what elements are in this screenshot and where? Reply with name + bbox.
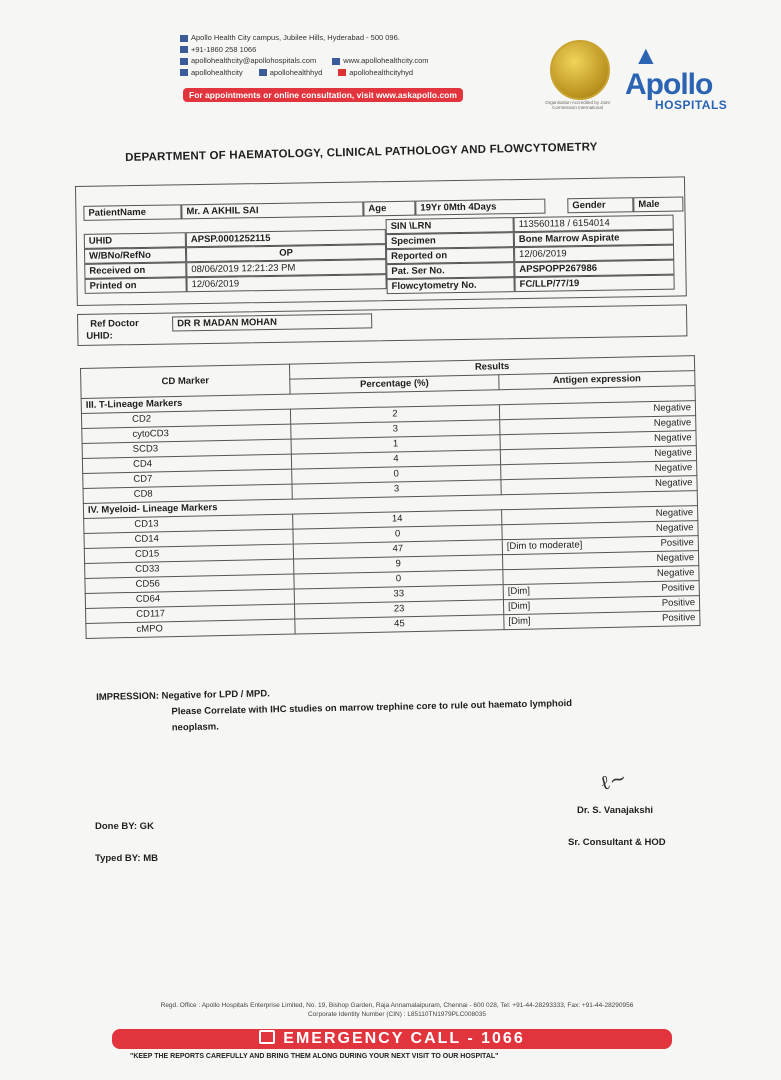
cd-table-grid — [80, 355, 701, 639]
uhid-footer-label: UHID: — [86, 330, 113, 342]
uhid-label: UHID — [84, 232, 186, 249]
twitter-text: apollohealthhyd — [269, 67, 323, 77]
antigen-expression: Negative — [653, 432, 692, 444]
cd-marker-name: CD33 — [85, 559, 294, 578]
antigen-expression: Positive — [661, 612, 696, 624]
cd-percentage: 4 — [291, 450, 500, 469]
cd-percentage: 3 — [291, 420, 500, 439]
cd-table-body — [81, 386, 700, 639]
impression — [96, 680, 573, 738]
keep-reports-notice: "KEEP THE REPORTS CAREFULLY AND BRING THEM ALONG DURING YOUR NEXT VISIT TO OUR HOSPITAL" — [130, 1053, 499, 1060]
logo-sub: HOSPITALS — [655, 98, 728, 112]
web-icon — [332, 58, 340, 65]
col-percentage: Percentage (%) — [290, 375, 499, 394]
sin-value: 113560118 / 6154014 — [514, 215, 674, 233]
facebook-icon — [180, 69, 188, 76]
antigen-expression: Negative — [654, 477, 693, 489]
cd-marker-name: CD56 — [85, 574, 294, 593]
patient-details — [75, 176, 687, 346]
cd-antigen-cell — [504, 611, 700, 630]
group-title: IV. Myeloid- Lineage Markers — [83, 491, 697, 519]
gender-label: Gender — [567, 197, 633, 213]
cd-percentage: 47 — [293, 540, 502, 559]
sin-label: SIN \LRN — [386, 217, 514, 234]
location-icon — [180, 35, 188, 42]
specimen-value: Bone Marrow Aspirate — [514, 230, 674, 248]
apollo-logo — [625, 40, 745, 115]
phone-icon — [259, 1030, 275, 1044]
cd-percentage: 0 — [294, 570, 503, 589]
youtube-text: apollohealthcityhyd — [349, 67, 414, 77]
patient-name: Mr. A AKHIL SAI — [181, 201, 363, 219]
signature-title: Sr. Consultant & HOD — [568, 837, 666, 848]
cd-marker-name: CD2 — [81, 409, 290, 428]
cd-percentage: 33 — [294, 585, 503, 604]
cd-percentage: 0 — [292, 465, 501, 484]
email-text: apollohealthcity@apollohospitals.com — [191, 56, 317, 65]
antigen-note: [Dim] — [507, 600, 531, 613]
cd-marker-name: SCD3 — [82, 439, 291, 458]
impression-line1: IMPRESSION: Negative for LPD / MPD. — [96, 688, 270, 703]
cd-marker-name: CD14 — [84, 529, 293, 548]
antigen-expression: Negative — [655, 507, 694, 519]
wbno-value: OP — [186, 244, 386, 262]
cd-percentage: 3 — [292, 480, 501, 499]
age-label: Age — [363, 201, 415, 217]
flow-value: FC/LLP/77/19 — [514, 275, 674, 293]
department-title: DEPARTMENT OF HAEMATOLOGY, CLINICAL PATHOLOGY AND FLOWCYTOMETRY — [125, 141, 598, 164]
antigen-expression: Negative — [653, 417, 692, 429]
emergency-call-banner — [112, 1029, 672, 1049]
patser-value: APSPOPP267986 — [514, 260, 674, 278]
seal-caption: Organisation Accredited by Joint Commission International — [545, 100, 610, 110]
impression-line3: neoplasm. — [171, 721, 219, 734]
antigen-expression: Negative — [654, 462, 693, 474]
cd-marker-table — [80, 355, 701, 639]
ref-doctor-box — [77, 304, 687, 346]
age-value: 19Yr 0Mth 4Days — [415, 199, 545, 216]
reported-value: 12/06/2019 — [514, 245, 674, 263]
cd-marker-name: CD7 — [83, 469, 292, 488]
antigen-expression: Negative — [656, 552, 695, 564]
phone-icon — [180, 46, 188, 53]
impression-line2: Please Correlate with IHC studies on marrow trephine core to rule out haemato lymphoid — [171, 698, 573, 718]
address-text: Apollo Health City campus, Jubilee Hills, Hyderabad - 500 096. — [191, 33, 400, 42]
signature-name: Dr. S. Vanajakshi — [577, 805, 654, 816]
gender-value: Male — [633, 196, 683, 212]
jci-seal-icon — [550, 40, 610, 100]
cd-marker-name: CD117 — [86, 604, 295, 623]
uhid-value: APSP.0001252115 — [186, 229, 386, 247]
cd-marker-name: cytoCD3 — [82, 424, 291, 443]
antigen-expression: Positive — [661, 597, 696, 609]
antigen-expression: Positive — [660, 537, 694, 549]
header-contact — [180, 32, 429, 78]
antigen-expression: Negative — [655, 522, 694, 534]
youtube-icon — [338, 69, 346, 76]
phone-text: +91-1860 258 1066 — [191, 44, 257, 54]
facebook-text: apollohealthcity — [191, 67, 243, 77]
received-value: 08/06/2019 12:21:23 PM — [186, 259, 386, 277]
col-cd-marker: CD Marker — [81, 364, 291, 398]
ref-doctor-label: Ref Doctor — [90, 318, 139, 330]
antigen-expression: Negative — [653, 402, 692, 414]
typed-by: Typed BY: MB — [95, 853, 158, 864]
received-label: Received on — [84, 262, 186, 279]
ref-doctor-value: DR R MADAN MOHAN — [172, 313, 372, 331]
cd-percentage: 14 — [293, 510, 502, 529]
signature-scribble-icon: ℓ~ — [597, 765, 629, 796]
flow-label: Flowcytometry No. — [387, 277, 515, 294]
antigen-expression: Negative — [656, 567, 695, 579]
twitter-icon — [259, 69, 267, 76]
cd-marker-name: CD13 — [84, 514, 293, 533]
registered-office — [52, 1001, 742, 1019]
antigen-expression: Positive — [661, 582, 695, 594]
cd-percentage: 9 — [294, 555, 503, 574]
emergency-text: EMERGENCY CALL - 1066 — [283, 1030, 525, 1047]
apollo-logo-icon: ▲ — [633, 40, 659, 70]
col-antigen: Antigen expression — [499, 371, 695, 390]
printed-label: Printed on — [84, 277, 186, 294]
cd-percentage: 2 — [290, 405, 499, 424]
group-title: III. T-Lineage Markers — [81, 386, 695, 414]
patser-label: Pat. Ser No. — [386, 262, 514, 279]
cd-percentage: 1 — [291, 435, 500, 454]
cd-marker-name: CD8 — [83, 484, 292, 503]
cd-percentage: 23 — [294, 600, 503, 619]
patient-name-label: PatientName — [83, 204, 181, 221]
cd-marker-name: cMPO — [86, 619, 295, 638]
cd-marker-name: CD15 — [84, 544, 293, 563]
logo-name: Apollo — [625, 68, 713, 101]
left-details — [84, 229, 387, 294]
done-by: Done BY: GK — [95, 821, 154, 832]
appointment-banner: For appointments or online consultation, visit www.askapollo.com — [183, 88, 463, 102]
antigen-note: [Dim to moderate] — [506, 539, 583, 553]
antigen-note: [Dim] — [508, 615, 531, 628]
cin-text: Corporate Identity Number (CIN) : L85110TN1979PLC008035 — [307, 1011, 486, 1018]
regd-office-text: Regd. Office : Apollo Hospitals Enterprise Limited, No. 19, Bishop Garden, Raja Annamalaipuram, Chennai - 600 028, Tel: +91-44-28293333, Fax: +91-44-28290956 — [160, 1002, 634, 1009]
cd-percentage: 45 — [295, 615, 504, 634]
antigen-expression: Negative — [654, 447, 693, 459]
printed-value: 12/06/2019 — [186, 274, 386, 292]
antigen-note: [Dim] — [507, 585, 531, 598]
cd-marker-name: CD4 — [82, 454, 291, 473]
email-icon — [180, 58, 188, 65]
col-results: Results — [289, 356, 694, 379]
website-text: www.apollohealthcity.com — [343, 56, 429, 65]
cd-percentage: 0 — [293, 525, 502, 544]
cd-marker-name: CD64 — [85, 589, 294, 608]
specimen-label: Specimen — [386, 232, 514, 249]
wbno-label: W/BNo/RefNo — [84, 247, 186, 264]
reported-label: Reported on — [386, 247, 514, 264]
right-details — [386, 215, 675, 295]
